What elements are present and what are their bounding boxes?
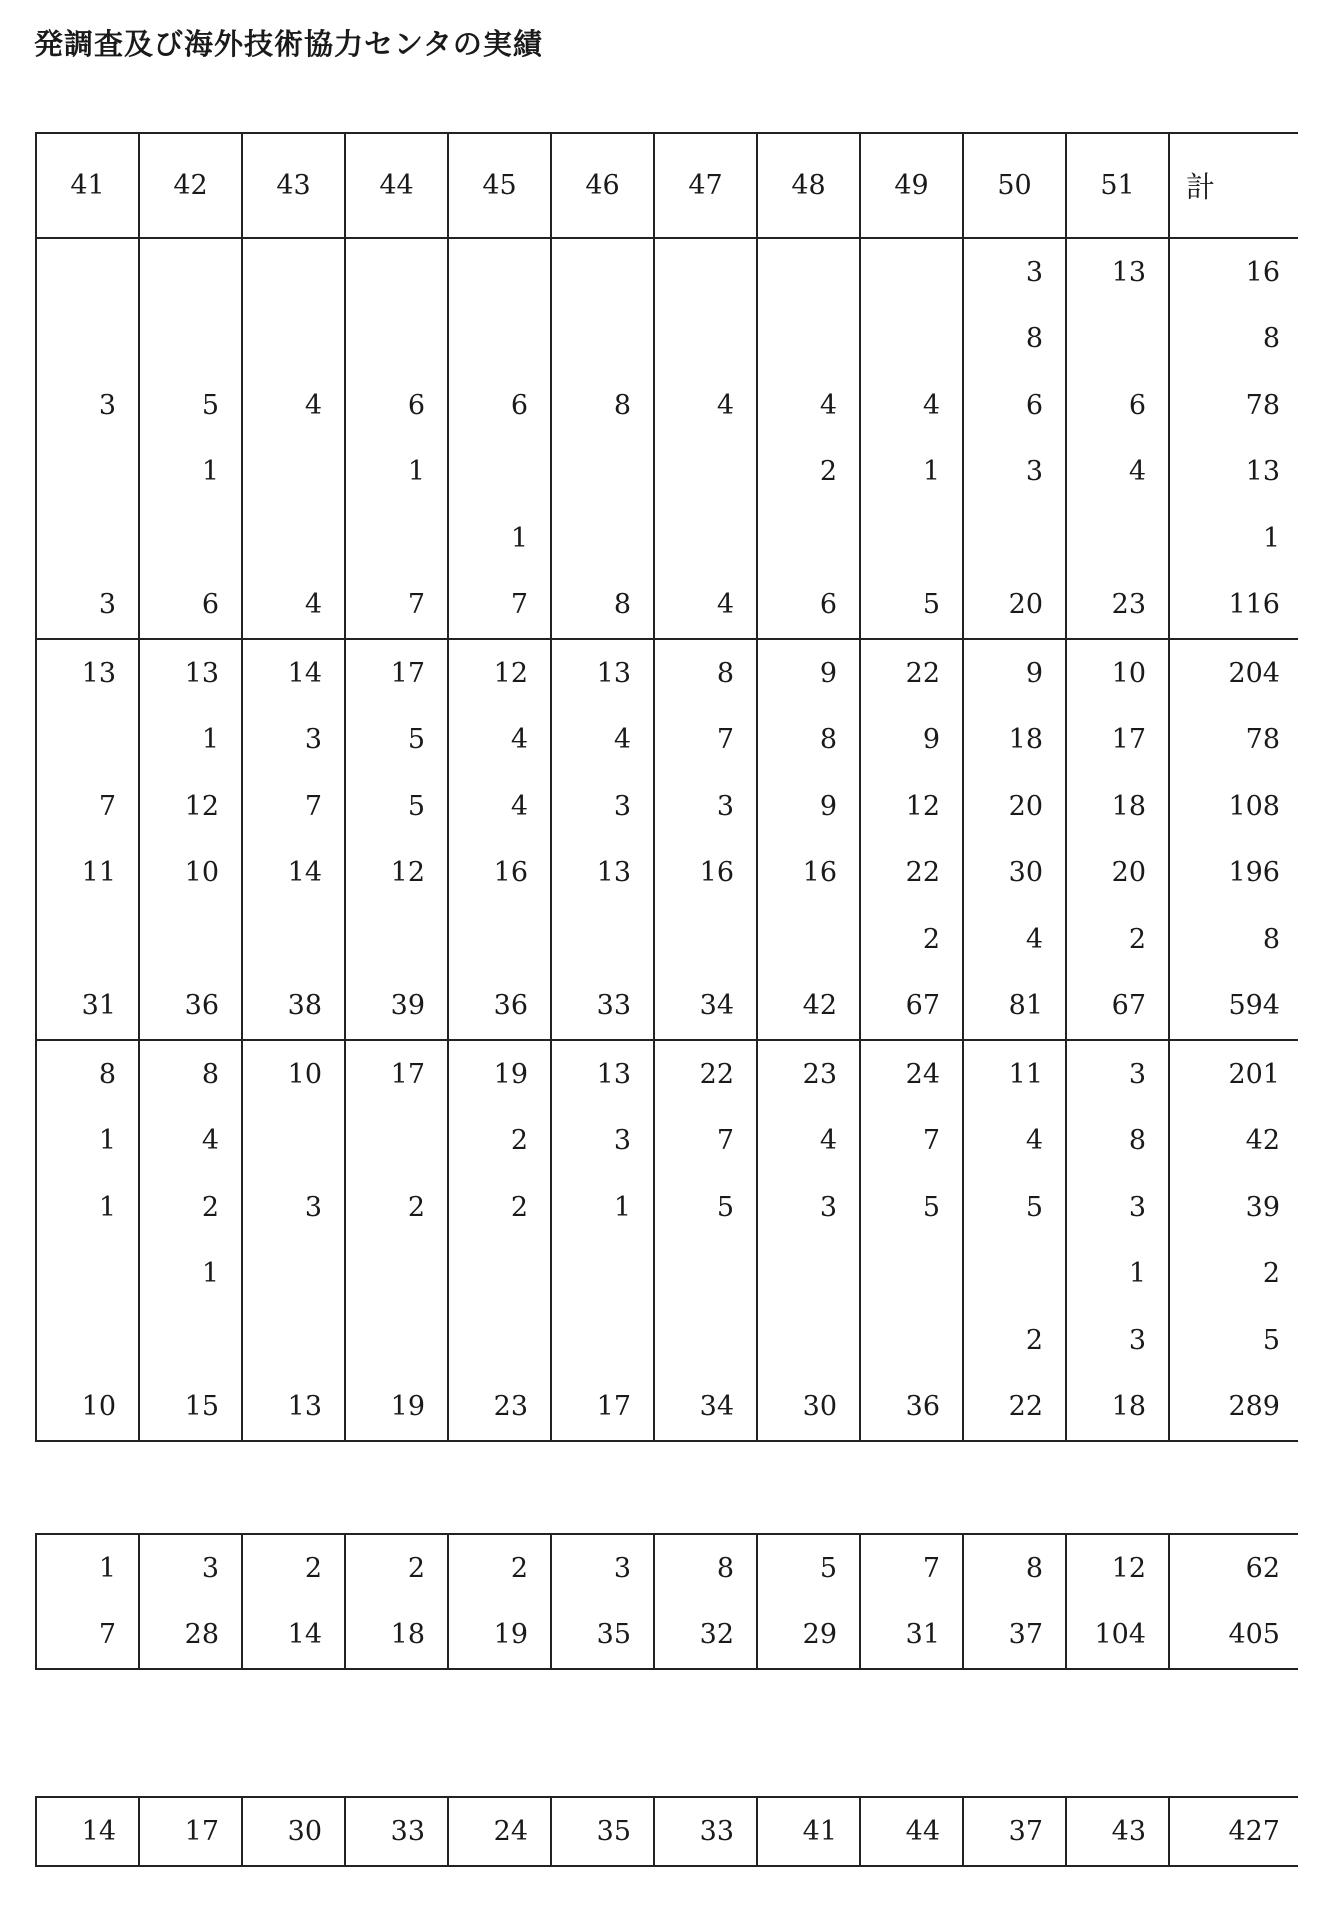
table-cell: 18 [1066, 1374, 1169, 1442]
table-cell: 67 [1066, 973, 1169, 1041]
column-header: 41 [36, 133, 139, 238]
table-cell: 1 [860, 439, 963, 506]
table-cell: 28 [139, 1602, 242, 1670]
table-cell: 1 [448, 505, 551, 572]
table-cell: 33 [551, 973, 654, 1041]
table-cell [1066, 306, 1169, 373]
table-cell: 41 [757, 1797, 860, 1866]
table-cell: 10 [1066, 639, 1169, 707]
table-cell [242, 238, 345, 306]
table-cell: 15 [139, 1374, 242, 1442]
table-cell: 14 [36, 1797, 139, 1866]
table-cell: 3 [242, 707, 345, 774]
column-header: 43 [242, 133, 345, 238]
table-cell [345, 1307, 448, 1374]
table-cell: 13 [551, 1040, 654, 1108]
table-cell [139, 1307, 242, 1374]
table-row [36, 1040, 1298, 1108]
table-cell: 67 [860, 973, 963, 1041]
table-cell: 3 [963, 238, 1066, 306]
table-cell: 1 [345, 439, 448, 506]
table-cell: 3 [551, 773, 654, 840]
table-row [36, 1307, 1298, 1374]
column-header: 45 [448, 133, 551, 238]
table-cell [551, 505, 654, 572]
table-cell [551, 1307, 654, 1374]
table-cell [36, 439, 139, 506]
table-cell [551, 306, 654, 373]
table-cell: 16 [1169, 238, 1298, 306]
table-cell [36, 1307, 139, 1374]
table-cell: 5 [139, 372, 242, 439]
table-cell: 81 [963, 973, 1066, 1041]
table-cell: 9 [860, 707, 963, 774]
table-cell: 24 [448, 1797, 551, 1866]
column-header: 50 [963, 133, 1066, 238]
table-row [36, 840, 1298, 907]
table-cell: 7 [345, 572, 448, 640]
table-cell: 4 [448, 707, 551, 774]
table-cell [860, 1241, 963, 1308]
table-cell: 16 [654, 840, 757, 907]
table-cell [242, 906, 345, 973]
table-cell: 36 [139, 973, 242, 1041]
table-cell [36, 1241, 139, 1308]
table-cell: 7 [448, 572, 551, 640]
table-cell [654, 306, 757, 373]
table-cell: 44 [860, 1797, 963, 1866]
table-cell: 38 [242, 973, 345, 1041]
table-row [36, 1534, 1298, 1602]
table-cell: 13 [551, 840, 654, 907]
table-cell: 8 [551, 372, 654, 439]
table-cell: 5 [860, 572, 963, 640]
table-cell: 42 [757, 973, 860, 1041]
table-cell: 17 [345, 1040, 448, 1108]
table-cell: 18 [1066, 773, 1169, 840]
table-cell: 405 [1169, 1602, 1298, 1670]
table-cell [242, 1307, 345, 1374]
table-row [36, 372, 1298, 439]
table-cell [36, 238, 139, 306]
table-cell: 31 [860, 1602, 963, 1670]
table-cell: 6 [448, 372, 551, 439]
table-cell: 19 [448, 1602, 551, 1670]
table-cell: 35 [551, 1797, 654, 1866]
table-cell: 2 [1066, 906, 1169, 973]
table-cell: 6 [757, 572, 860, 640]
table-cell [345, 1108, 448, 1175]
table-cell: 1 [36, 1534, 139, 1602]
table-cell: 5 [345, 707, 448, 774]
table-cell [448, 306, 551, 373]
header-row [36, 133, 1298, 238]
main-table [35, 132, 1298, 1442]
table-cell [1066, 505, 1169, 572]
second-table [35, 1533, 1298, 1670]
table-cell [139, 505, 242, 572]
table-cell [242, 306, 345, 373]
table-cell: 4 [551, 707, 654, 774]
table-cell [448, 1307, 551, 1374]
column-header: 48 [757, 133, 860, 238]
table-row [36, 1241, 1298, 1308]
table-cell: 3 [1066, 1174, 1169, 1241]
table-cell: 4 [1066, 439, 1169, 506]
table-cell: 14 [242, 639, 345, 707]
table-cell: 12 [345, 840, 448, 907]
table-cell [654, 439, 757, 506]
table-cell: 8 [1169, 906, 1298, 973]
table-cell [345, 306, 448, 373]
table-cell: 3 [36, 372, 139, 439]
table-cell: 3 [654, 773, 757, 840]
table-cell: 4 [963, 1108, 1066, 1175]
table-cell: 43 [1066, 1797, 1169, 1866]
table-cell [757, 906, 860, 973]
table-cell: 2 [345, 1174, 448, 1241]
table-cell: 4 [242, 372, 345, 439]
table-cell: 13 [242, 1374, 345, 1442]
table-row [36, 1174, 1298, 1241]
column-header: 47 [654, 133, 757, 238]
table-cell: 22 [963, 1374, 1066, 1442]
table-row [36, 773, 1298, 840]
table-row [36, 238, 1298, 306]
table-cell: 1 [1066, 1241, 1169, 1308]
table-cell: 4 [860, 372, 963, 439]
table-cell [860, 306, 963, 373]
table-cell: 2 [448, 1174, 551, 1241]
column-header: 計 [1169, 133, 1298, 238]
column-header: 44 [345, 133, 448, 238]
table-cell [345, 505, 448, 572]
table-cell [139, 306, 242, 373]
table-cell: 20 [963, 773, 1066, 840]
table-cell: 18 [963, 707, 1066, 774]
table-cell: 7 [36, 1602, 139, 1670]
table-row [36, 639, 1298, 707]
table-cell: 8 [757, 707, 860, 774]
table-cell: 62 [1169, 1534, 1298, 1602]
table-cell: 13 [1169, 439, 1298, 506]
table-cell: 33 [654, 1797, 757, 1866]
table-cell: 5 [757, 1534, 860, 1602]
table-cell: 289 [1169, 1374, 1298, 1442]
table-cell: 3 [36, 572, 139, 640]
table-cell: 2 [963, 1307, 1066, 1374]
table-cell: 34 [654, 973, 757, 1041]
table-cell: 204 [1169, 639, 1298, 707]
table-cell: 1 [1169, 505, 1298, 572]
table-cell: 37 [963, 1797, 1066, 1866]
table-cell: 3 [1066, 1307, 1169, 1374]
table-cell: 1 [139, 707, 242, 774]
table-row [36, 306, 1298, 373]
table-cell: 19 [448, 1040, 551, 1108]
table-cell: 30 [242, 1797, 345, 1866]
table-row [36, 906, 1298, 973]
table-cell: 8 [1169, 306, 1298, 373]
table-cell: 13 [551, 639, 654, 707]
table-cell: 2 [860, 906, 963, 973]
table-cell: 17 [139, 1797, 242, 1866]
table-cell: 3 [551, 1534, 654, 1602]
table-cell [242, 1108, 345, 1175]
table-cell: 3 [757, 1174, 860, 1241]
table-cell: 39 [345, 973, 448, 1041]
table-cell: 24 [860, 1040, 963, 1108]
table-cell: 8 [963, 1534, 1066, 1602]
table-cell: 13 [1066, 238, 1169, 306]
table-cell: 8 [139, 1040, 242, 1108]
table-cell: 108 [1169, 773, 1298, 840]
table-cell: 78 [1169, 707, 1298, 774]
table-cell [551, 1241, 654, 1308]
table-cell: 5 [1169, 1307, 1298, 1374]
table-cell: 22 [860, 639, 963, 707]
table-cell [242, 1241, 345, 1308]
table-cell [860, 1307, 963, 1374]
column-header: 51 [1066, 133, 1169, 238]
table-cell: 8 [36, 1040, 139, 1108]
table-row [36, 1374, 1298, 1442]
table-cell: 5 [654, 1174, 757, 1241]
table-cell: 16 [757, 840, 860, 907]
table-cell: 427 [1169, 1797, 1298, 1866]
table-cell: 104 [1066, 1602, 1169, 1670]
column-header: 46 [551, 133, 654, 238]
table-cell: 594 [1169, 973, 1298, 1041]
table-cell [448, 439, 551, 506]
table-cell: 11 [963, 1040, 1066, 1108]
table-cell: 16 [448, 840, 551, 907]
table-cell [139, 238, 242, 306]
table-cell: 8 [654, 639, 757, 707]
table-cell [551, 906, 654, 973]
table-cell [36, 707, 139, 774]
table-row [36, 439, 1298, 506]
table-row [36, 1602, 1298, 1670]
table-cell: 9 [757, 773, 860, 840]
table-cell [963, 1241, 1066, 1308]
table-cell: 20 [963, 572, 1066, 640]
table-cell [345, 1241, 448, 1308]
table-row [36, 1108, 1298, 1175]
table-cell: 1 [36, 1108, 139, 1175]
table-cell: 12 [139, 773, 242, 840]
table-cell: 10 [242, 1040, 345, 1108]
table-cell [139, 906, 242, 973]
table-cell: 196 [1169, 840, 1298, 907]
table-cell: 23 [757, 1040, 860, 1108]
table-cell: 4 [757, 1108, 860, 1175]
table-cell [757, 505, 860, 572]
table-cell: 33 [345, 1797, 448, 1866]
table-cell: 2 [242, 1534, 345, 1602]
table-cell: 6 [345, 372, 448, 439]
table-cell: 14 [242, 1602, 345, 1670]
table-cell: 3 [242, 1174, 345, 1241]
table-cell: 4 [654, 572, 757, 640]
table-cell [448, 906, 551, 973]
table-row [36, 707, 1298, 774]
table-cell [860, 238, 963, 306]
table-cell: 4 [448, 773, 551, 840]
table-cell: 17 [1066, 707, 1169, 774]
table-cell [448, 1241, 551, 1308]
table-cell: 8 [963, 306, 1066, 373]
table-row [36, 973, 1298, 1041]
table-cell: 1 [36, 1174, 139, 1241]
table-cell [345, 238, 448, 306]
table-cell: 1 [139, 1241, 242, 1308]
table-cell: 8 [551, 572, 654, 640]
table-cell [963, 505, 1066, 572]
table-cell: 31 [36, 973, 139, 1041]
table-cell: 3 [551, 1108, 654, 1175]
table-cell [242, 505, 345, 572]
table-row [36, 572, 1298, 640]
table-cell: 2 [757, 439, 860, 506]
table-cell: 7 [860, 1108, 963, 1175]
table-cell: 7 [860, 1534, 963, 1602]
table-cell: 3 [1066, 1040, 1169, 1108]
table-cell: 78 [1169, 372, 1298, 439]
table-cell: 7 [242, 773, 345, 840]
table-cell: 13 [139, 639, 242, 707]
table-cell: 4 [242, 572, 345, 640]
table-cell [654, 1307, 757, 1374]
table-cell: 32 [654, 1602, 757, 1670]
table-cell: 39 [1169, 1174, 1298, 1241]
table-cell: 30 [757, 1374, 860, 1442]
table-cell: 2 [345, 1534, 448, 1602]
table-cell: 23 [448, 1374, 551, 1442]
table-cell: 17 [551, 1374, 654, 1442]
table-cell: 2 [448, 1108, 551, 1175]
table-cell [551, 238, 654, 306]
table-cell: 6 [1066, 372, 1169, 439]
table-cell: 7 [36, 773, 139, 840]
table-cell: 22 [654, 1040, 757, 1108]
table-cell: 4 [654, 372, 757, 439]
table-cell: 2 [1169, 1241, 1298, 1308]
table-cell [36, 906, 139, 973]
table-cell [345, 906, 448, 973]
table-cell: 2 [139, 1174, 242, 1241]
table-cell: 7 [654, 1108, 757, 1175]
table-cell: 20 [1066, 840, 1169, 907]
table-cell: 34 [654, 1374, 757, 1442]
table-cell [757, 306, 860, 373]
table-cell: 37 [963, 1602, 1066, 1670]
table-cell: 36 [448, 973, 551, 1041]
table-cell: 11 [36, 840, 139, 907]
table-cell: 116 [1169, 572, 1298, 640]
column-header: 42 [139, 133, 242, 238]
table-cell: 10 [36, 1374, 139, 1442]
table-cell: 2 [448, 1534, 551, 1602]
table-cell: 36 [860, 1374, 963, 1442]
table-cell: 5 [963, 1174, 1066, 1241]
table-cell: 23 [1066, 572, 1169, 640]
table-cell: 4 [757, 372, 860, 439]
table-cell [242, 439, 345, 506]
page-title: 発調査及び海外技術協力センタの実績 [34, 27, 543, 61]
table-cell: 201 [1169, 1040, 1298, 1108]
table-cell: 12 [1066, 1534, 1169, 1602]
table-cell: 7 [654, 707, 757, 774]
table-cell: 9 [757, 639, 860, 707]
table-cell: 5 [345, 773, 448, 840]
table-cell [448, 238, 551, 306]
table-cell [757, 238, 860, 306]
table-cell [654, 906, 757, 973]
table-cell: 29 [757, 1602, 860, 1670]
table-cell [654, 505, 757, 572]
table-cell: 8 [654, 1534, 757, 1602]
table-cell: 4 [139, 1108, 242, 1175]
table-cell: 3 [139, 1534, 242, 1602]
table-cell: 8 [1066, 1108, 1169, 1175]
table-cell: 13 [36, 639, 139, 707]
table-cell [757, 1241, 860, 1308]
table-cell: 6 [963, 372, 1066, 439]
table-cell: 42 [1169, 1108, 1298, 1175]
table-cell: 9 [963, 639, 1066, 707]
table-cell: 35 [551, 1602, 654, 1670]
table-cell [36, 505, 139, 572]
table-cell: 1 [551, 1174, 654, 1241]
table-cell: 12 [860, 773, 963, 840]
table-cell: 22 [860, 840, 963, 907]
table-cell: 12 [448, 639, 551, 707]
table-cell: 3 [963, 439, 1066, 506]
table-cell: 19 [345, 1374, 448, 1442]
table-cell: 6 [139, 572, 242, 640]
table-cell [654, 1241, 757, 1308]
table-cell: 30 [963, 840, 1066, 907]
table-cell: 5 [860, 1174, 963, 1241]
table-cell: 17 [345, 639, 448, 707]
table-cell [654, 238, 757, 306]
table-cell: 10 [139, 840, 242, 907]
table-row [36, 505, 1298, 572]
table-cell: 4 [963, 906, 1066, 973]
table-cell [36, 306, 139, 373]
table-row [36, 1797, 1298, 1866]
table-cell: 1 [139, 439, 242, 506]
table-cell: 14 [242, 840, 345, 907]
table-cell [551, 439, 654, 506]
table-cell [757, 1307, 860, 1374]
column-header: 49 [860, 133, 963, 238]
third-table [35, 1796, 1298, 1867]
table-cell [860, 505, 963, 572]
table-cell: 18 [345, 1602, 448, 1670]
